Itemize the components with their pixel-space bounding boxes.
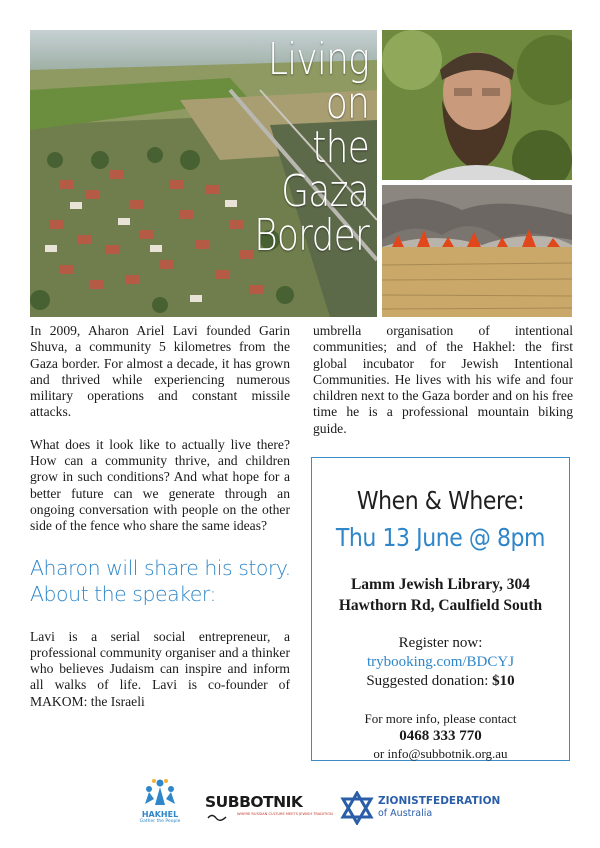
speaker-portrait-image bbox=[382, 30, 572, 180]
title-line: on bbox=[325, 78, 369, 129]
zionist-federation-name: ZIONISTFEDERATION bbox=[378, 795, 501, 807]
hakhel-logo bbox=[135, 777, 185, 829]
subbotnik-mark-icon bbox=[207, 813, 227, 823]
donation-text bbox=[312, 672, 569, 691]
info-label: For more info, please contact bbox=[364, 711, 517, 726]
register-label: Register now: bbox=[398, 635, 483, 651]
hakhel-icon bbox=[143, 777, 177, 807]
title-line: the bbox=[312, 122, 369, 173]
hakhel-tagline: Gather the People bbox=[139, 819, 181, 824]
when-where-heading: When & Where: bbox=[356, 486, 525, 515]
speaker-heading bbox=[30, 555, 290, 607]
title-line: Gaza bbox=[281, 166, 369, 217]
burning-field-image bbox=[382, 185, 572, 317]
heading-line: About the speaker: bbox=[30, 581, 216, 606]
event-details-box bbox=[311, 457, 570, 761]
subbotnik-name: SUBBOTNIK bbox=[205, 793, 303, 811]
subbotnik-logo bbox=[205, 793, 333, 831]
subbotnik-tagline: WHERE RUSSIAN CULTURE MEETS JEWISH TRADITION bbox=[237, 812, 333, 816]
contact-email[interactable]: or info@subbotnik.org.au bbox=[373, 746, 508, 761]
intro-paragraph: In 2009, Aharon Ariel Lavi founded Garin Shuva, a community 5 kilometres from the Gaza border. For almost a decade, it has grown and thrived while experiencing numerous military operations and constant missile attacks. bbox=[30, 323, 290, 420]
donation-label: Suggested donation: bbox=[366, 673, 489, 689]
burning-field-photo bbox=[382, 185, 572, 317]
heading-line: Aharon will share his story. bbox=[30, 555, 291, 580]
zionist-federation-subtitle: of Australia bbox=[378, 808, 433, 819]
aerial-photo bbox=[30, 30, 377, 317]
star-of-david-icon bbox=[340, 791, 374, 825]
speaker-portrait bbox=[382, 30, 572, 180]
register-link[interactable]: trybooking.com/BDCYJ bbox=[366, 654, 515, 670]
donation-amount: $10 bbox=[492, 673, 515, 689]
hakhel-name: HAKHEL bbox=[141, 810, 179, 819]
contact-phone[interactable]: 0468 333 770 bbox=[399, 728, 482, 744]
zionist-federation-logo bbox=[340, 791, 501, 831]
event-venue bbox=[312, 574, 569, 616]
title-line: Border bbox=[254, 210, 369, 261]
poster-title bbox=[246, 34, 369, 261]
bio-paragraph: Lavi is a serial social entrepreneur, a professional community organiser and a thinker who believes Judaism can inspire and inform all walks of life. Lavi is co-founder of MAKOM: the Israeli bbox=[30, 628, 290, 709]
event-date: Thu 13 June @ 8pm bbox=[335, 523, 546, 552]
bio-continuation: umbrella organisation of intentional communities; and of the Hakhel: the first global incubator for Jewish Intentional Communities. He lives with his wife and four children next to the Gaza border and on his free time he is a professional mountain biking guide. bbox=[313, 323, 573, 436]
venue-line: Lamm Jewish Library, 304 bbox=[350, 576, 531, 593]
title-line: Living bbox=[267, 34, 369, 85]
left-column bbox=[30, 323, 290, 726]
venue-line: Hawthorn Rd, Caulfield South bbox=[338, 597, 543, 614]
sponsor-logos bbox=[0, 775, 600, 835]
questions-paragraph: What does it look like to actually live there? How can a community thrive, and children grow in such conditions? And what hope for a better future can we generate through an ongoing conversation with people on the other side of the fence who share the same ideas? bbox=[30, 436, 290, 534]
